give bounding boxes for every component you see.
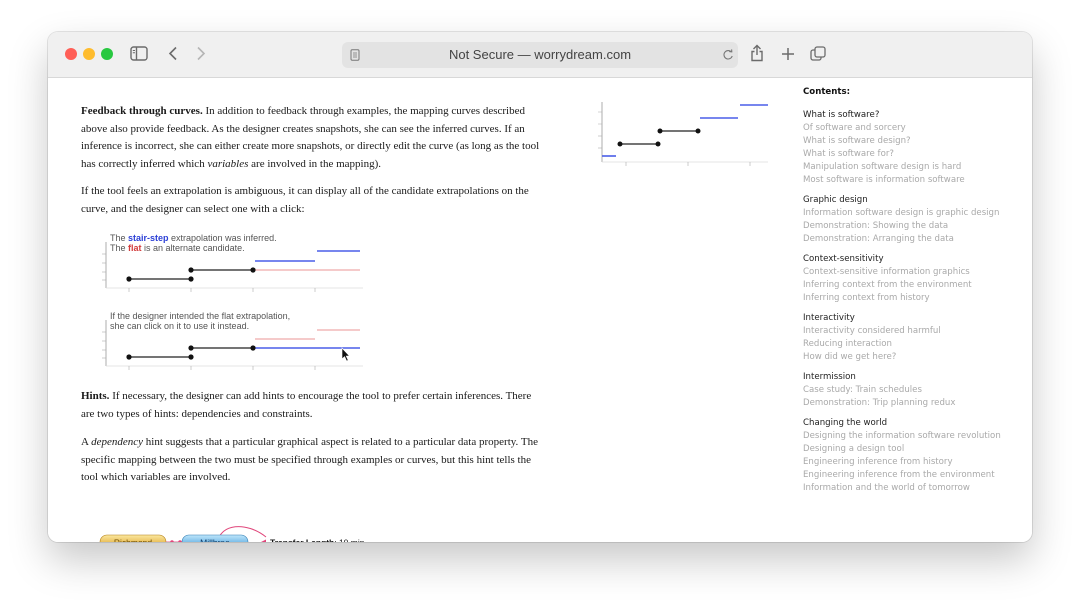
figure1-caption-line2: The flat is an alternate candidate.: [110, 243, 245, 253]
toc-link[interactable]: Of software and sorcery: [803, 123, 906, 133]
snapshot-point: [696, 129, 701, 134]
toc-section-heading[interactable]: What is software?: [803, 110, 880, 120]
toc-link[interactable]: Information software design is graphic design: [803, 208, 1000, 218]
toc-link[interactable]: Designing a design tool: [803, 444, 905, 454]
toc-link[interactable]: Inferring context from history: [803, 293, 930, 303]
hints-paragraph: Hints. If necessary, the designer can add hints to encourage the tool to prefer certain inferences. There are two types of hints: dependencies and constraints.: [81, 390, 532, 420]
toc-gap: [803, 246, 1023, 253]
toc-link[interactable]: Engineering inference from the environment: [803, 470, 995, 480]
share-icon[interactable]: [750, 44, 764, 62]
browser-window: [48, 32, 1032, 548]
snapshot-point: [656, 142, 661, 147]
table-of-contents: [803, 86, 1023, 495]
snapshot-point: [250, 267, 255, 272]
extrapolation-paragraph: If the tool feels an extrapolation is ambiguous, it can display all of the candidate extrapolations on the curve, and the designer can select one with a click:: [81, 185, 529, 215]
toc-link[interactable]: Manipulation software design is hard: [803, 162, 962, 172]
dependency-paragraph: A dependency hint suggests that a particular graphical aspect is related to a particular data property. The specific mapping between the two must be specified through examples or curves, but this hint tells the tool which variables are involved.: [81, 436, 538, 484]
feedback-heading: Feedback through curves.: [81, 105, 203, 117]
toc-section-heading[interactable]: Graphic design: [803, 195, 868, 205]
toc-gap: [803, 187, 1023, 194]
stair-step-graph: [596, 98, 771, 173]
mouse-cursor-icon: [342, 348, 350, 361]
snapshot-point: [658, 129, 663, 134]
toc-link[interactable]: Most software is information software: [803, 175, 965, 185]
station-millbrae-pill[interactable]: [182, 535, 248, 548]
figure2-caption-line1: If the designer intended the flat extrapolation,: [110, 311, 291, 321]
toc-section-heading[interactable]: Intermission: [803, 372, 856, 382]
page-content: [48, 78, 1032, 548]
toc-link[interactable]: How did we get here?: [803, 352, 897, 362]
candidate-extrapolations-figure: [98, 228, 368, 298]
hints-heading: Hints.: [81, 390, 110, 402]
snapshot-point: [188, 267, 193, 272]
back-chevron-icon[interactable]: [168, 46, 178, 61]
hint-arrow-icon: [261, 540, 266, 543]
forward-chevron-icon[interactable]: [196, 46, 206, 61]
transfer-length-label: Transfer Length: 10 min: [270, 537, 365, 548]
close-window-button[interactable]: [65, 48, 77, 60]
address-bar[interactable]: [342, 42, 738, 68]
snapshot-point: [188, 354, 193, 359]
toc-section-heading[interactable]: Context-sensitivity: [803, 254, 884, 264]
toc-link[interactable]: What is software design?: [803, 136, 911, 146]
toc-gap: [803, 364, 1023, 371]
flat-selected-figure: [98, 306, 368, 376]
toc-link[interactable]: Designing the information software revolution: [803, 431, 1001, 441]
toc-link[interactable]: Case study: Train schedules: [803, 385, 922, 395]
svg-text:Millbrae: Millbrae: [200, 537, 230, 548]
address-text: Not Secure — worrydream.com: [448, 47, 632, 62]
toc-link[interactable]: Engineering inference from history: [803, 457, 953, 467]
snapshot-point: [618, 142, 623, 147]
minimize-window-button[interactable]: [83, 48, 95, 60]
toc-title: Contents:: [803, 87, 851, 97]
toc-link[interactable]: Inferring context from the environment: [803, 280, 972, 290]
reload-icon[interactable]: [722, 49, 734, 61]
snapshot-point: [250, 345, 255, 350]
toc-sections: [803, 109, 1023, 495]
snapshot-point: [188, 276, 193, 281]
station-richmond-pill[interactable]: [100, 535, 166, 548]
toc-link[interactable]: Information and the world of tomorrow: [803, 483, 970, 493]
browser-toolbar: [48, 32, 1032, 78]
figure1-caption-line1: The stair-step extrapolation was inferred.: [110, 233, 277, 243]
zoom-window-button[interactable]: [101, 48, 113, 60]
snapshot-point: [126, 276, 131, 281]
toc-gap: [803, 410, 1023, 417]
toc-link[interactable]: Interactivity considered harmful: [803, 326, 941, 336]
toc-link[interactable]: Reducing interaction: [803, 339, 892, 349]
toc-link[interactable]: Demonstration: Showing the data: [803, 221, 949, 231]
new-tab-plus-icon[interactable]: [781, 47, 795, 61]
toc-link[interactable]: What is software for?: [803, 149, 894, 159]
sidebar-icon[interactable]: [130, 46, 148, 61]
figure2-caption-line2: she can click on it to use it instead.: [110, 321, 250, 331]
snapshot-point: [126, 354, 131, 359]
feedback-paragraph: Feedback through curves. In addition to feedback through examples, the mapping curves described above also provide feedback. As the designer creates snapshots, she can see the inferred curves. If an inference is incorrect, she can either create more snapshots, or directly edit the curve (as long as the tool has correctly inferred which variables are involved in the mapping).: [81, 105, 540, 171]
tabs-overview-icon[interactable]: [810, 46, 826, 62]
snapshot-point: [188, 345, 193, 350]
toc-link[interactable]: Demonstration: Arranging the data: [803, 234, 954, 244]
toc-gap: [803, 305, 1023, 312]
svg-text:Richmond: Richmond: [113, 537, 153, 548]
toc-link[interactable]: Demonstration: Trip planning redux: [803, 398, 956, 408]
dependency-hint-figure: [96, 523, 376, 548]
toc-section-heading[interactable]: Changing the world: [803, 418, 888, 428]
toc-link[interactable]: Context-sensitive information graphics: [803, 267, 970, 277]
toc-section-heading[interactable]: Interactivity: [803, 313, 855, 323]
